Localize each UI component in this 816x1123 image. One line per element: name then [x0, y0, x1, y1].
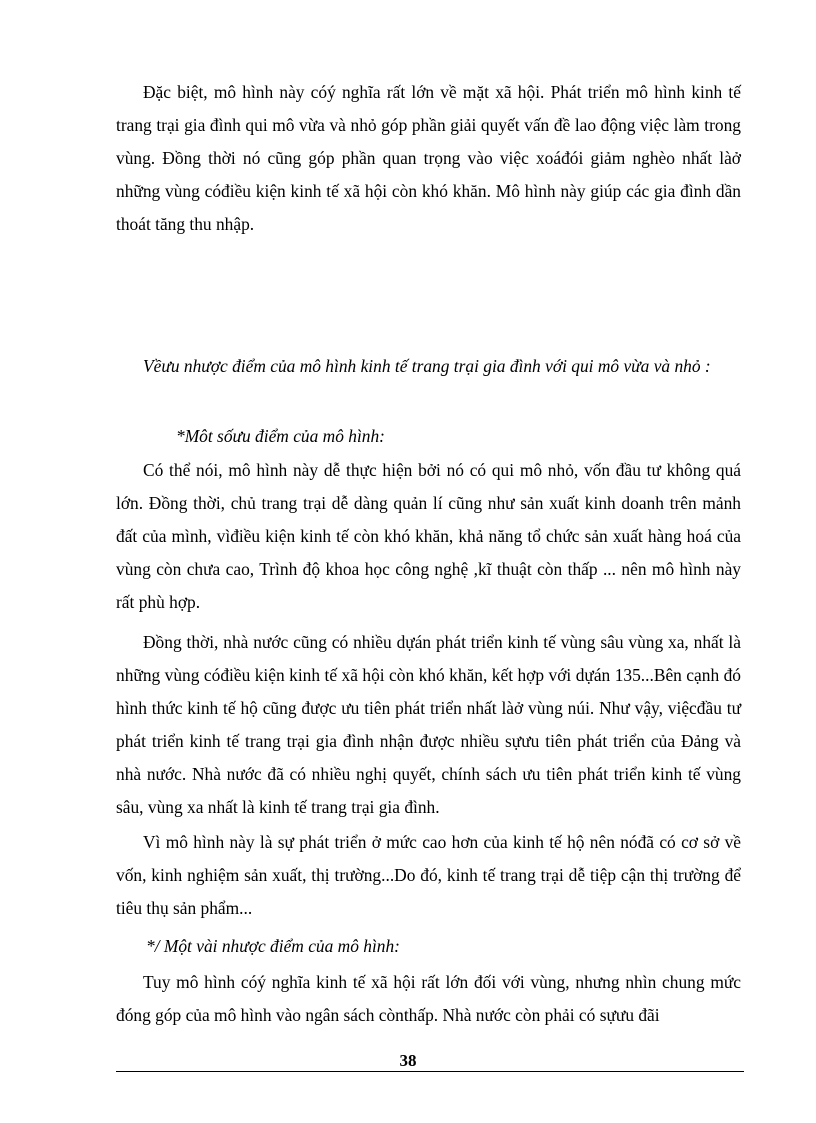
- paragraph-disadvantages-1: Tuy mô hình cóý nghĩa kinh tế xã hội rất lớn đối với vùng, nhưng nhìn chung mức đóng góp của mô hình vào ngân sách cònthấp. Nhà nước còn phải có sựưu đãi: [116, 972, 741, 1025]
- paragraph-advantages-3: Vì mô hình này là sự phát triển ở mức cao hơn của kinh tế hộ nên nóđã có cơ sở về vốn, kinh nghiệm sản xuất, thị trường...Do đó, kinh tế trang trại dễ tiệp cận thị trường để tiêu thụ sản phẩm...: [116, 832, 741, 918]
- paragraph-advantages-1: Có thể nói, mô hình này dễ thực hiện bởi nó có qui mô nhỏ, vốn đầu tư không quá lớn. Đồng thời, chủ trang trại dễ dàng quản lí cũng như sản xuất kinh doanh trên mảnh đất của mình, vìđiều kiện kinh tế còn khó khăn, khả năng tổ chức sản xuất hàng hoá của vùng còn chưa cao, Trình độ khoa học công nghệ ,kĩ thuật còn thấp ... nên mô hình này rất phù hợp.: [116, 460, 741, 612]
- footer-divider: [116, 1071, 744, 1072]
- subheading-disadvantages: */ Một vài nhược điểm của mô hình:: [146, 936, 400, 956]
- page-number: 38: [399, 1051, 417, 1070]
- paragraph-advantages-2: Đồng thời, nhà nước cũng có nhiều dựán phát triển kinh tế vùng sâu vùng xa, nhất là những vùng cóđiều kiện kinh tế xã hội còn khó khăn, kết hợp với dựán 135...Bên cạnh đó hình thức kinh tế hộ cũng được ưu tiên phát triển nhất làở vùng núi. Như vậy, việcđầu tư phát triển kinh tế trang trại gia đình nhận được nhiều sựưu tiên phát triển của Đảng và nhà nước. Nhà nước đã có nhiều nghị quyết, chính sách ưu tiên phát triển kinh tế vùng sâu, vùng xa nhất là kinh tế trang trại gia đình.: [116, 632, 741, 817]
- paragraph-social-significance: Đặc biệt, mô hình này cóý nghĩa rất lớn về mặt xã hội. Phát triển mô hình kinh tế trang trại gia đình qui mô vừa và nhỏ góp phần giải quyết vấn đề lao động việc làm trong vùng. Đồng thời nó cũng góp phần quan trọng vào việc xoáđói giảm nghèo nhất làở những vùng cóđiều kiện kinh tế xã hội còn khó khăn. Mô hình này giúp các gia đình dần thoát tăng thu nhập.: [116, 82, 741, 234]
- section-heading-pros-cons: Vềưu nhược điểm của mô hình kinh tế trang trại gia đình với qui mô vừa và nhỏ :: [143, 356, 711, 376]
- subheading-advantages: *Môt sốưu điểm của mô hình:: [176, 426, 385, 446]
